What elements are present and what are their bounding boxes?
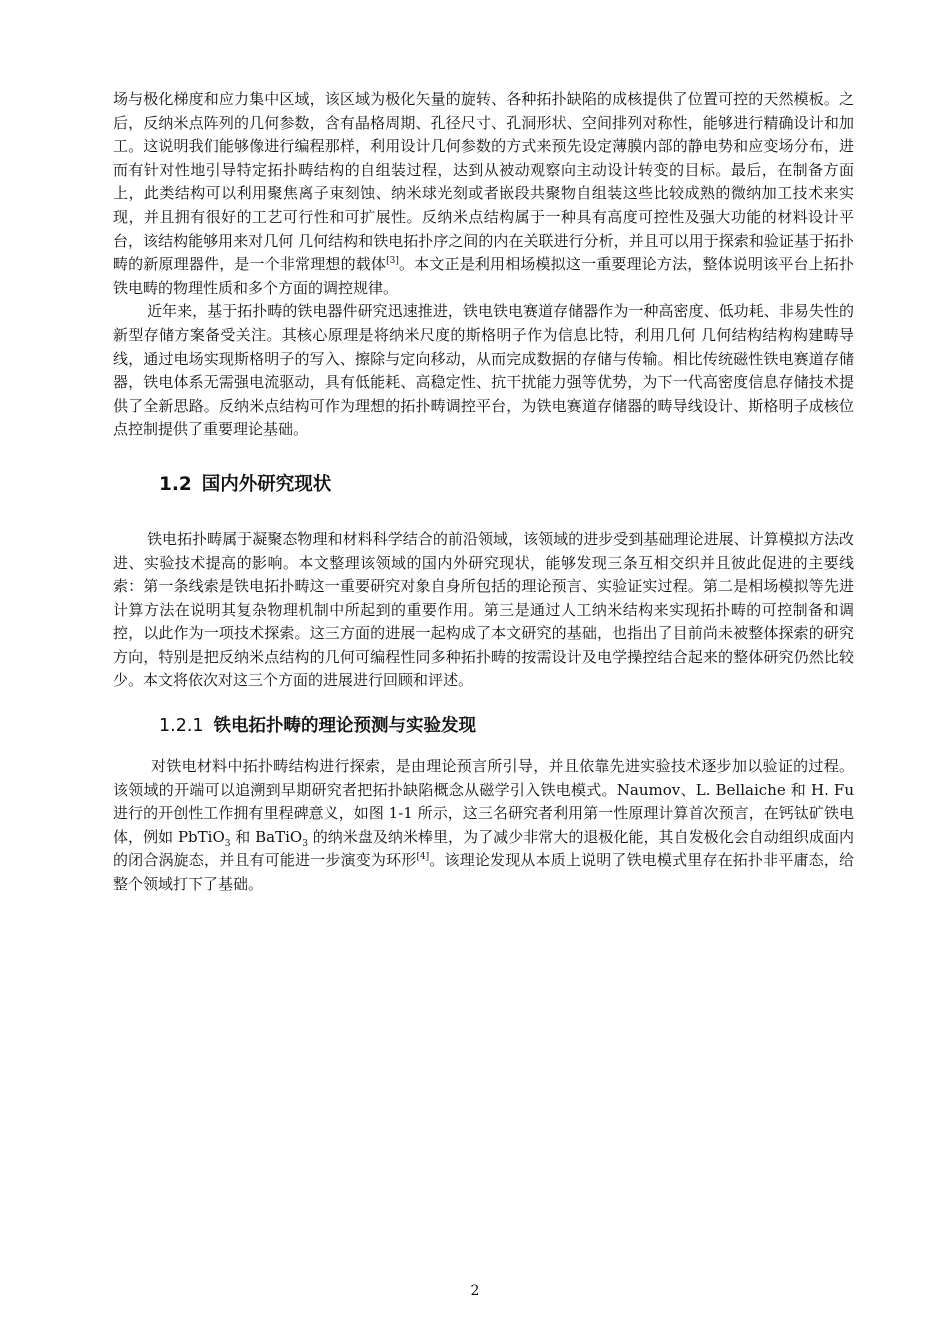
paragraph-text: 的纳米盘及纳米棒里，为了减少非常大的退极化能，其自发极化会自动组织成面内的闭合涡旋态，并且有可能进一步演变为环形 xyxy=(113,827,854,870)
paragraph-theory-prediction xyxy=(113,755,854,897)
citation-ref: [4] xyxy=(416,852,430,863)
section-heading-1-2-1 xyxy=(159,713,854,739)
paragraph-text: 对铁电材料中拓扑畴结构进行探索，是由理论预言所引导，并且依靠先进实验技术逐步加以验证的过程。该领域的开端可以追溯到早期研究者把拓扑缺陷概念从磁学引入铁电模式。Naumov、L. Bellaiche 和 H. Fu 进行的开创性工作拥有里程碑意义，如图 1-1 所示，这三名研究者利用第一性原理计算首次预言，在钙钛矿铁电体，例如 PbTiO xyxy=(113,757,854,846)
subscript: 3 xyxy=(224,838,231,849)
paragraph-text: 场与极化梯度和应力集中区域，该区域为极化矢量的旋转、各种拓扑缺陷的成核提供了位置可控的天然模板。之后，反纳米点阵列的几何参数，含有晶格周期、孔径尺寸、孔洞形状、空间排列对称性，能够进行精确设计和加工。这说明我们能够像进行编程那样，利用设计几何参数的方式来预先设定薄膜内部的静电势和应变场分布，进而有针对性地引导特定拓扑畴结构的自组装过程，达到从被动观察向主动设计转变的目标。最后，在制备方面上，此类结构可以利用聚焦离子束刻蚀、纳米球光刻或者嵌段共聚物自组装这些比较成熟的微纳加工技术来实现，并且拥有很好的工艺可行性和可扩展性。反纳米点结构属于一种具有高度可控性及强大功能的材料设计平台，该结构能够用来对几何 几何结构和铁电拓扑序之间的内在关联进行分析，并且可以用于探索和验证基于拓扑畴的新原理器件，是一个非常理想的载体 xyxy=(113,90,854,274)
paragraph-geometry-template xyxy=(113,88,854,300)
paragraph-racetrack-memory xyxy=(113,300,854,442)
paragraph-text: 。该理论发现从本质上说明了铁电模式里存在拓扑非平庸态，给整个领域打下了基础。 xyxy=(113,851,854,894)
paragraph-text: 。本文正是利用相场模拟这一重要理论方法，整体说明该平台上拓扑铁电畴的物理性质和多个方面的调控规律。 xyxy=(113,255,854,297)
paragraph-text: 和 BaTiO xyxy=(230,827,303,846)
section-number: 1.2 xyxy=(159,473,192,495)
paragraph-text: 近年来，基于拓扑畴的铁电器件研究迅速推进，铁电铁电赛道存储器作为一种高密度、低功耗、非易失性的新型存储方案备受关注。其核心原理是将纳米尺度的斯格明子作为信息比特，利用几何 几何结构结构构建畴导线，通过电场实现斯格明子的写入、擦除与定向移动，从而完成数据的存储与传输。相比传统磁性铁电赛道存储器，铁电体系无需强电流驱动，具有低能耗、高稳定性、抗干扰能力强等优势，为下一代高密度信息存储技术提供了全新思路。反纳米点结构可作为理想的拓扑畴调控平台，为铁电赛道存储器的畴导线设计、斯格明子成核位点控制提供了重要理论基础。 xyxy=(113,302,854,439)
section-title: 国内外研究现状 xyxy=(201,473,332,495)
section-number: 1.2.1 xyxy=(159,716,204,737)
page-number: 2 xyxy=(470,1283,480,1299)
subscript: 3 xyxy=(302,838,308,849)
paragraph-research-status xyxy=(113,528,854,693)
citation-ref: [3] xyxy=(386,256,399,267)
section-title: 铁电拓扑畴的理论预测与实验发现 xyxy=(213,716,477,737)
paragraph-text: 铁电拓扑畴属于凝聚态物理和材料科学结合的前沿领域，该领域的进步受到基础理论进展、计算模拟方法改进、实验技术提高的影响。本文整理该领域的国内外研究现状，能够发现三条互相交织并且彼此促进的主要线索：第一条线索是铁电拓扑畴这一重要研究对象自身所包括的理论预言、实验证实过程。第二是相场模拟等先进计算方法在说明其复杂物理机制中所起到的重要作用。第三是通过人工纳米结构来实现拓扑畴的可控制备和调控，以此作为一项技术探索。这三方面的进展一起构成了本文研究的基础，也指出了目前尚未被整体探索的研究方向，特别是把反纳米点结构的几何可编程性同多种拓扑畴的按需设计及电学操控结合起来的整体研究仍然比较少。本文将依次对这三个方面的进展进行回顾和评述。 xyxy=(113,529,854,690)
section-heading-1-2 xyxy=(159,472,854,498)
